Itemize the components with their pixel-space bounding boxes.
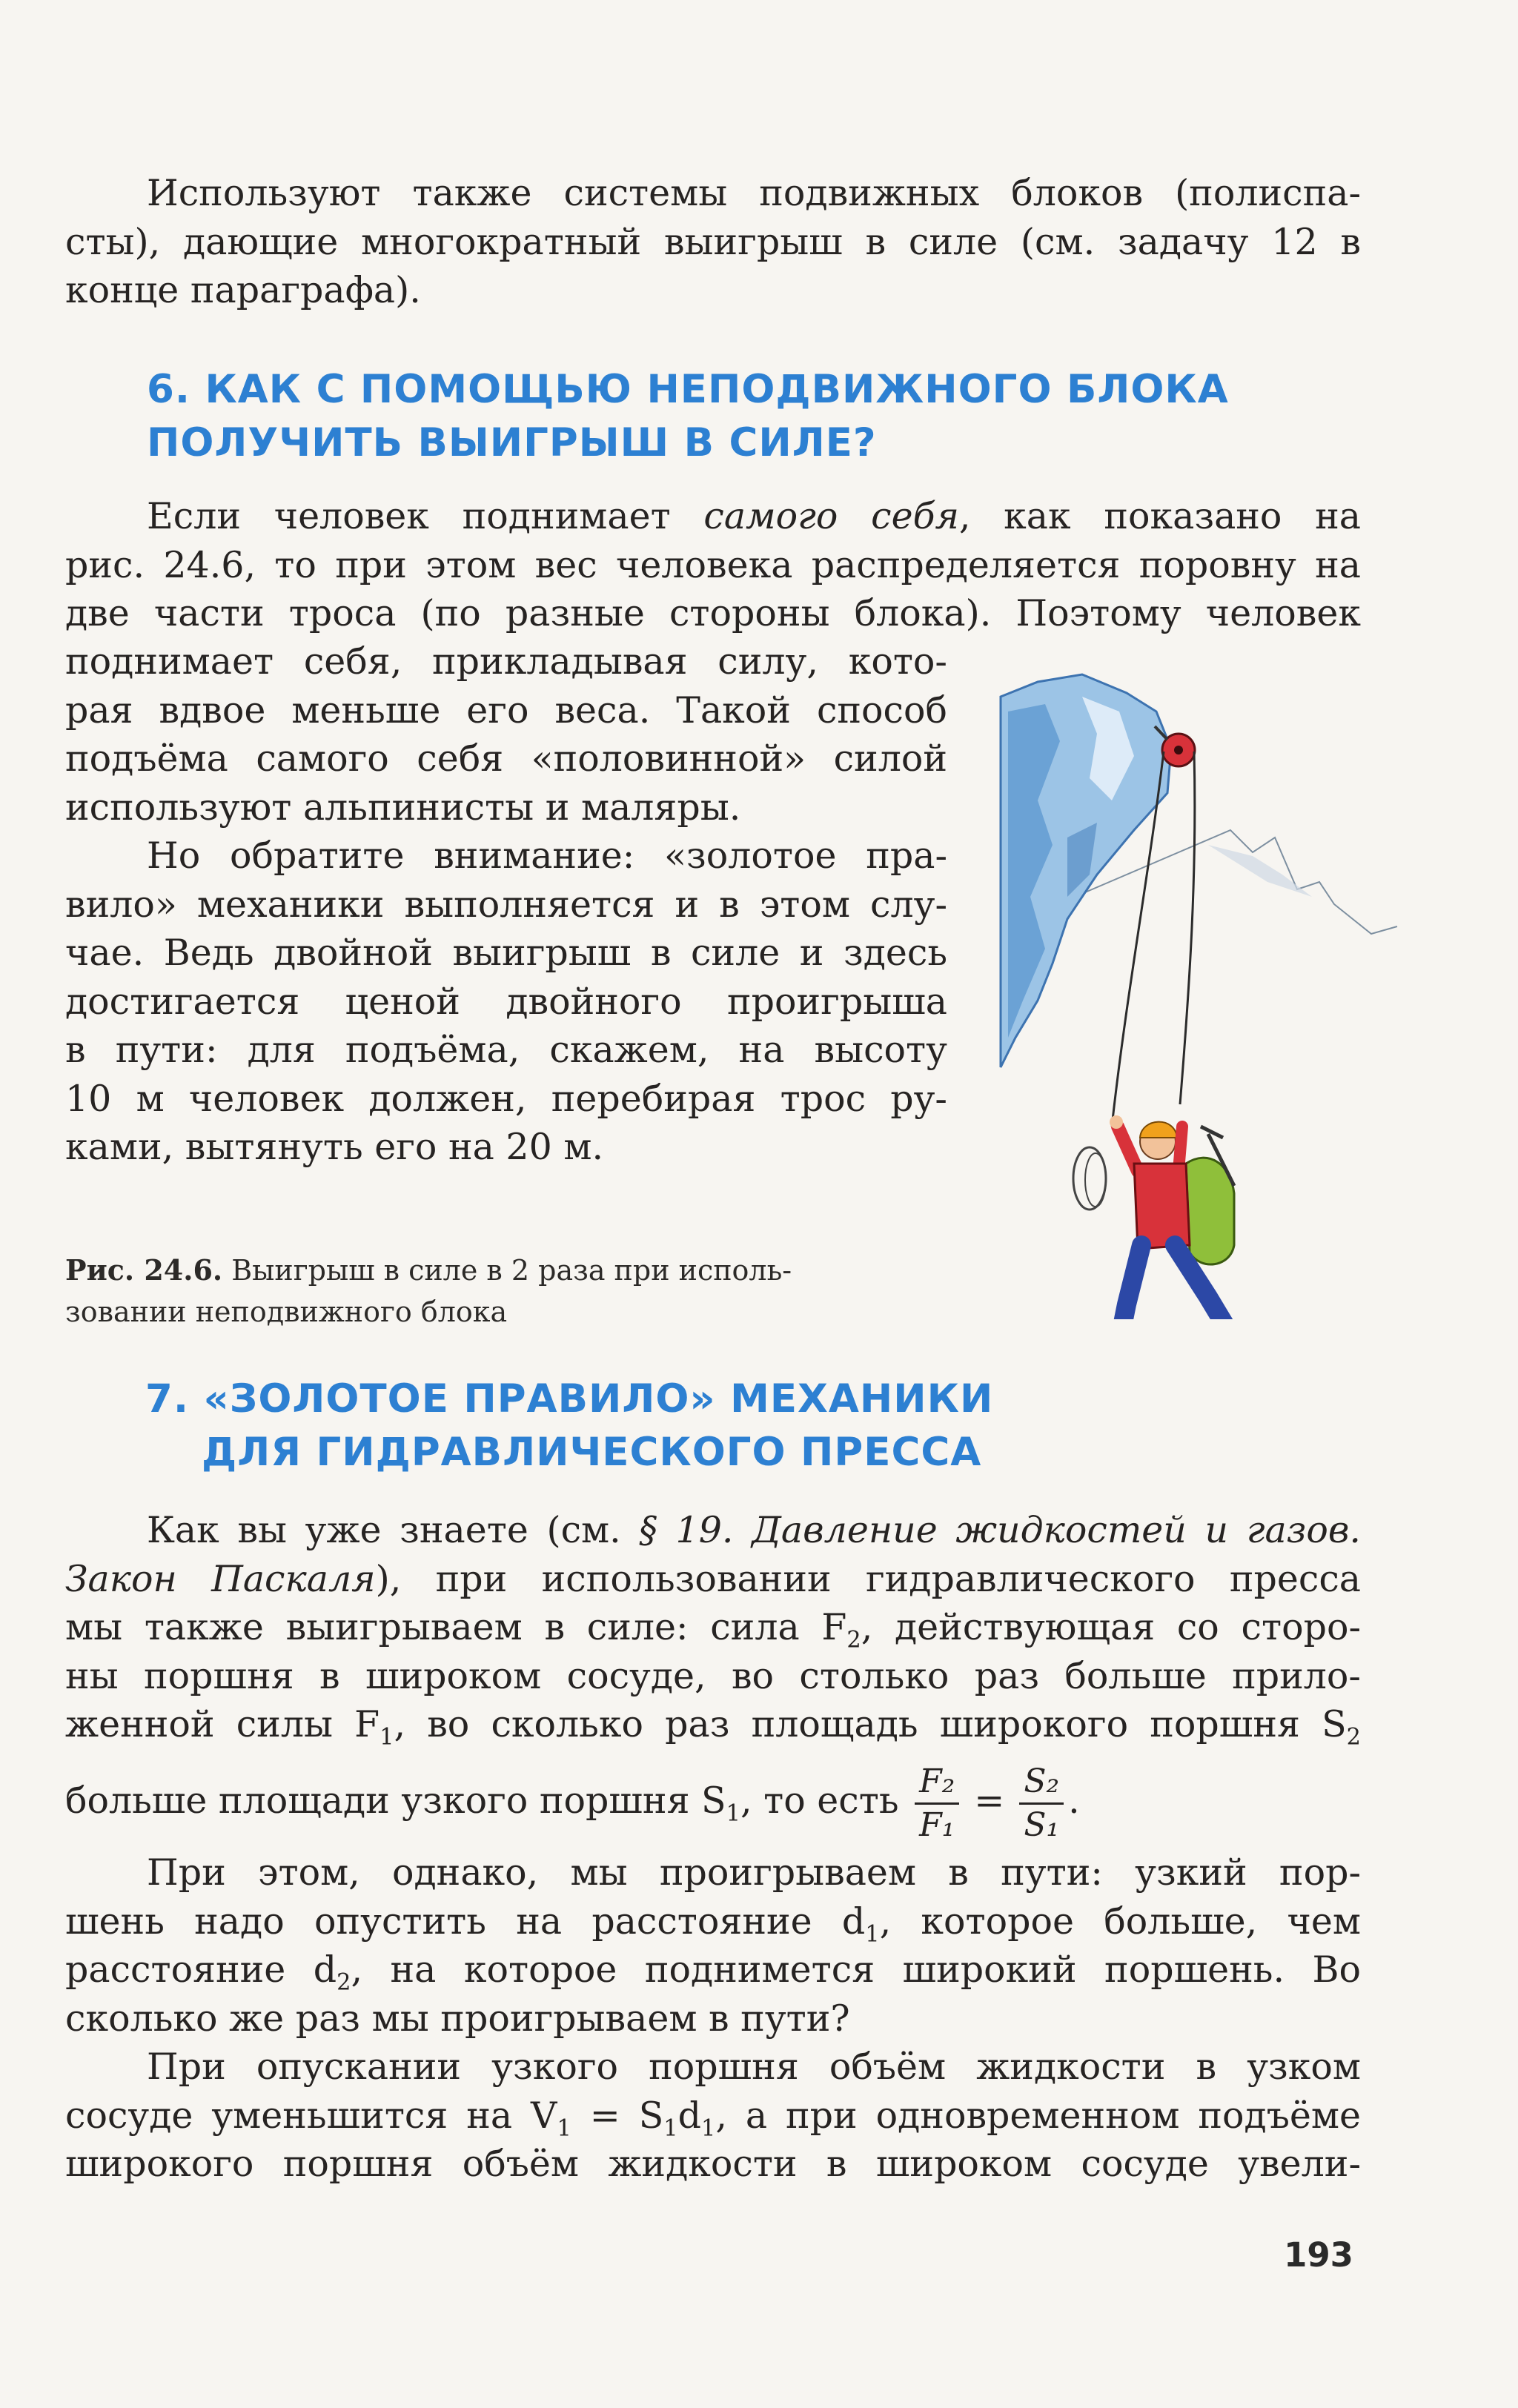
text-line: две части троса (по разные стороны блока). Поэтому человек <box>65 592 1361 634</box>
section-7-paragraph-1 <box>65 1506 1361 1749</box>
text-line: вило» механики выполняется и в этом слу- <box>65 883 947 926</box>
section-6-paragraph-1-narrow <box>65 637 947 832</box>
mountain-outline <box>1075 830 1397 934</box>
section-7-heading <box>145 1373 993 1479</box>
text-line: ны поршня в широком сосуде, во столько раз больше прило- <box>65 1654 1361 1697</box>
text-line: Закон Паскаля), при использовании гидравлического пресса <box>65 1557 1361 1600</box>
text-line: сты), дающие многократный выигрыш в силе (см. задачу 12 в <box>65 220 1361 263</box>
text-line: При этом, однако, мы проигрываем в пути: узкий пор- <box>147 1851 1361 1894</box>
text-line: расстояние $d_2$, на которое поднимется широкий поршень. Во <box>65 1948 1362 1996</box>
text-line: ками, вытянуть его на 20 м. <box>65 1126 604 1168</box>
text-line: подъёма самого себя «половинной» силой <box>65 737 947 780</box>
text-line: 10 м человек должен, перебирая трос ру- <box>65 1077 947 1120</box>
mountain-shade <box>1208 845 1312 897</box>
text-line: шень надо опустить на расстояние $d_1$, которое больше, чем <box>65 1900 1361 1948</box>
text-line: Если человек поднимает самого себя, как показано на <box>147 495 1361 537</box>
text-line: достигается ценой двойного проигрыша <box>65 980 947 1023</box>
climber-leg <box>1116 1245 1141 1319</box>
text-line: Как вы уже знаете (см. § 19. Давление жидкостей и газов. <box>147 1509 1361 1551</box>
text-line: чае. Ведь двойной выигрыш в силе и здесь <box>65 932 947 974</box>
caption-line: Рис. 24.6. Выигрыш в силе в 2 раза при исполь- <box>65 1253 792 1287</box>
text-line: мы также выигрываем в силе: сила $F_2$, действующая со сторо- <box>65 1606 1361 1654</box>
section-6-paragraph-2 <box>65 832 947 1172</box>
force-ratio-fraction: $\frac{\text{F₂}}{\text{F₁}}$ <box>915 1761 959 1846</box>
text-line: При опускании узкого поршня объём жидкости в узком <box>147 2046 1361 2088</box>
area-ratio-fraction: $\frac{\text{S₂}}{\text{S₁}}$ <box>1019 1761 1064 1846</box>
text-line: сосуде уменьшится на $V_1 = S_1d_1$, а при одновременном подъёме <box>65 2094 1362 2142</box>
text-line: рис. 24.6, то при этом вес человека распределяется поровну на <box>65 543 1361 586</box>
text-line: Используют также системы подвижных блоков (полиспа- <box>147 172 1361 214</box>
helmet <box>1140 1122 1177 1138</box>
text-line: рая вдвое меньше его веса. Такой способ <box>65 689 947 732</box>
intro-paragraph <box>65 169 1361 315</box>
heading-line: 6. КАК С ПОМОЩЬЮ НЕПОДВИЖНОГО БЛОКА <box>147 367 1229 412</box>
text-line: используют альпинисты и маляры. <box>65 786 741 829</box>
section-7-paragraph-2 <box>65 1848 1361 2043</box>
caption-line: зовании неподвижного блока <box>65 1296 508 1328</box>
climber-pulley-illustration <box>986 652 1401 1319</box>
heading-line: ПОЛУЧИТЬ ВЫИГРЫШ В СИЛЕ? <box>147 420 877 465</box>
section-6-paragraph-1 <box>65 492 1361 638</box>
section-7-paragraph-3 <box>65 2043 1361 2189</box>
text-line: в пути: для подъёма, скажем, на высоту <box>65 1029 947 1071</box>
text-line: Но обратите внимание: «золотое пра- <box>147 835 947 877</box>
text-line: женной силы $F_1$, во сколько раз площадь широкого поршня $S_2$ <box>65 1703 1361 1751</box>
text-line: сколько же раз мы проигрываем в пути? <box>65 1997 850 2040</box>
figure-label: Рис. 24.6. <box>65 1253 223 1287</box>
heading-line: 7. «ЗОЛОТОЕ ПРАВИЛО» МЕХАНИКИ <box>145 1376 994 1422</box>
figure-caption <box>65 1250 947 1333</box>
text-line: больше площади узкого поршня $S_1$, то есть $\frac{\text{F₂}}{\text{F₁}}$ = $\frac{\text{S₂}}{\text{S₁}}$ . <box>65 1780 1080 1822</box>
page-number: 193 <box>1284 2235 1353 2275</box>
text-line: поднимает себя, прикладывая силу, кото- <box>65 640 947 683</box>
formula-line <box>65 1757 1361 1846</box>
text-line: конце параграфа). <box>65 269 421 311</box>
heading-line: ДЛЯ ГИДРАВЛИЧЕСКОГО ПРЕССА <box>202 1430 982 1475</box>
text-line: широкого поршня объём жидкости в широком сосуде увели- <box>65 2143 1361 2185</box>
section-6-heading <box>147 363 1229 470</box>
rope <box>1180 752 1195 1104</box>
